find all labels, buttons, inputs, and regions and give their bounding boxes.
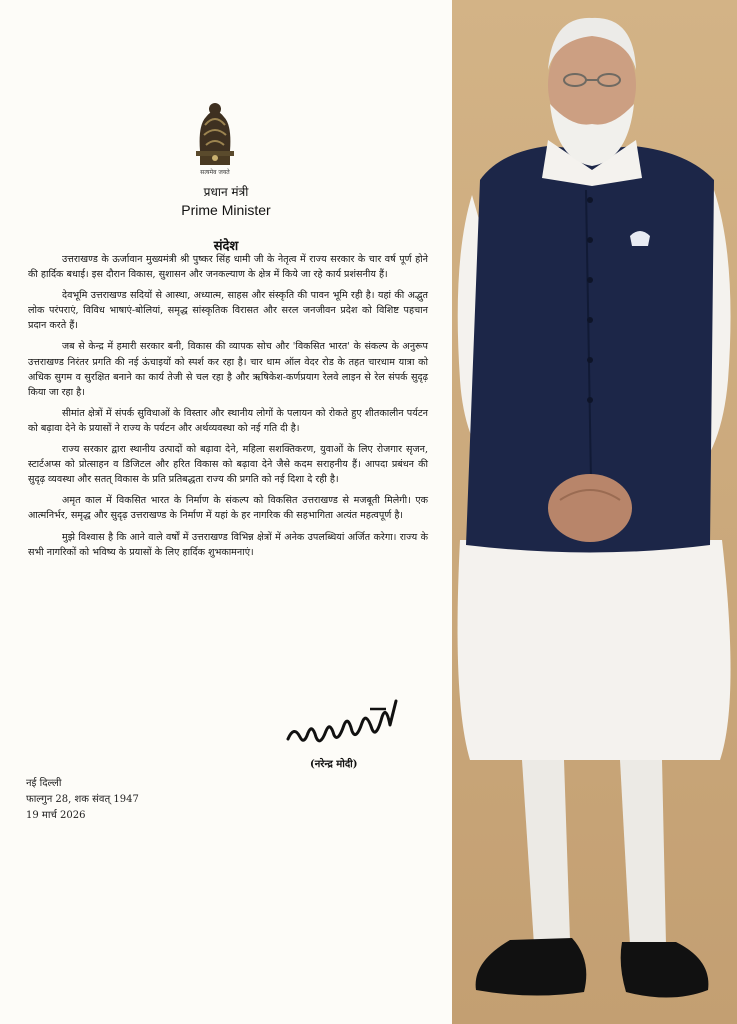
portrait-photo (452, 0, 737, 1024)
title-hindi: प्रधान मंत्री (203, 185, 249, 199)
message-paragraph: सीमांत क्षेत्रों में संपर्क सुविधाओं के विस्तार और स्थानीय लोगों के पलायन को रोकते हुए शीतकालीन पर्यटन को बढ़ावा देने के प्रयासों ने राज्य के पर्यटन और अर्थव्यवस्था को नई गति दी है। (28, 407, 428, 434)
handwritten-signature (286, 695, 406, 750)
message-heading: संदेश (213, 239, 239, 254)
message-paragraph: राज्य सरकार द्वारा स्थानीय उत्पादों को बढ़ावा देने, महिला सशक्तिकरण, युवाओं के लिए रोजगार सृजन, स्टार्टअप्स को प्रोत्साहन व डिजिटल और हरित विकास को बढ़ावा देने जैसे कदम सराहनीय हैं। आपदा प्रबंधन की सुदृढ़ व्यवस्था और सतत् विकास के प्रति प्रतिबद्धता राज्य की प्रगति को नई दिशा दे रही है। (28, 444, 428, 486)
message-paragraph: उत्तराखण्ड के ऊर्जावान मुख्यमंत्री श्री पुष्कर सिंह धामी जी के नेतृत्व में राज्य सरकार के चार वर्ष पूर्ण होने की हार्दिक बधाई। इस दौरान विकास, सुशासन और जनकल्याण के क्षेत्र में किये जा रहे कार्य प्रशंसनीय हैं। (28, 254, 428, 281)
message-paragraph: मुझे विश्वास है कि आने वाले वर्षों में उत्तराखण्ड विभिन्न क्षेत्रों में अनेक उपलब्धियां अर्जित करेगा। राज्य के सभी नागरिकों को भविष्य के प्रयासों के लिए हार्दिक शुभकामनाएं। (28, 531, 428, 558)
dateline (26, 776, 139, 824)
date-gregorian: 19 मार्च 2026 (26, 810, 86, 821)
message-paragraph: अमृत काल में विकसित भारत के निर्माण के संकल्प को विकसित उत्तराखण्ड से मजबूती मिलेगी। एक आत्मनिर्भर, समृद्ध और सुदृढ़ उत्तराखण्ड के निर्माण में यहां के हर नागरिक की सहभागिता अत्यंत महत्वपूर्ण है। (28, 495, 428, 522)
standing-figure-illustration (452, 0, 737, 1024)
state-emblem-icon (190, 95, 240, 173)
date-shaka: फाल्गुन 28, शक संवत् 1947 (26, 794, 139, 805)
message-paragraph: जब से केन्द्र में हमारी सरकार बनी, विकास की व्यापक सोच और 'विकसित भारत' के संकल्प के अनुरूप उत्तराखण्ड निरंतर प्रगति की नई ऊंचाइयों को स्पर्श कर रहा है। चार धाम ऑल वेदर रोड के तहत चारधाम यात्रा को अधिक सुगम व सुरक्षित बनाने का कार्य तेजी से चल रहा है और ऋषिकेश-कर्णप्रयाग रेलवे लाइन से रेल संपर्क सुदृढ़ किया जा रहा है। (28, 341, 428, 398)
signatory-name: (नरेन्द्र मोदी) (310, 759, 358, 770)
emblem-motto: सत्यमेव जयते (200, 169, 230, 176)
message-body (28, 252, 428, 566)
message-paragraph: देवभूमि उत्तराखण्ड सदियों से आस्था, अध्यात्म, साहस और संस्कृति की पावन भूमि रही है। यहां की अद्भुत लोक परंपराएं, विविध भाषाएं-बोलियां, समृद्ध सांस्कृतिक विरासत और सरल जनजीवन प्रदेश को विशिष्ट पहचान प्रदान करते हैं। (28, 290, 428, 332)
title-english: Prime Minister (181, 202, 271, 218)
place-label: नई दिल्ली (26, 778, 62, 789)
